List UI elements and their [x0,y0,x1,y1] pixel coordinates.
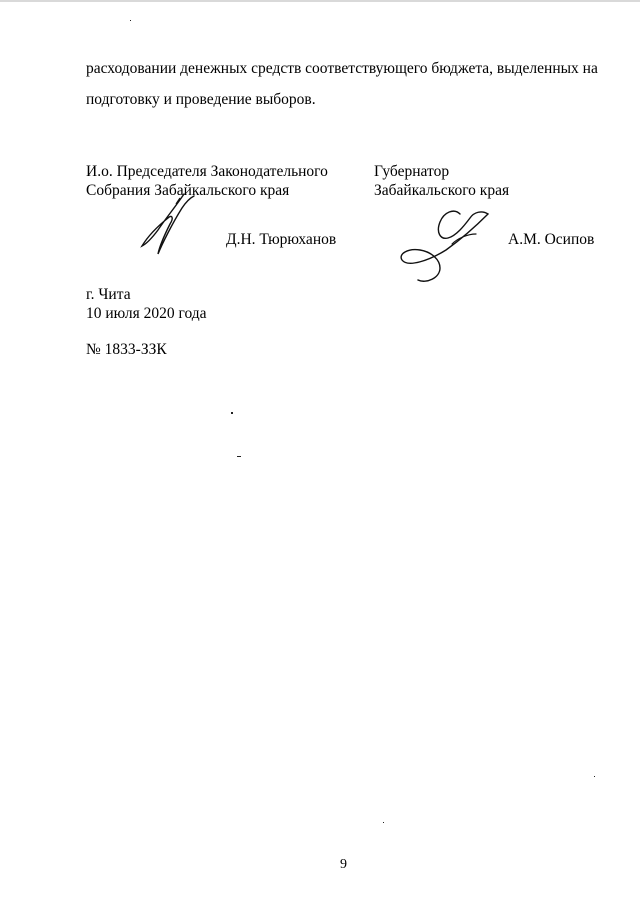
page-number: 9 [340,857,347,872]
right-signatory-name: А.М. Осипов [508,231,595,248]
right-signature-image [396,204,496,290]
scan-speck [231,412,233,414]
registration-number: № 1833-ЗЗК [86,341,167,358]
scan-speck [594,776,595,777]
signing-date: 10 июля 2020 года [86,305,207,322]
city: г. Чита [86,286,131,303]
scan-edge [0,0,640,2]
scan-speck [130,20,131,21]
body-text-line: расходовании денежных средств соответствующего бюджета, выделенных на [86,60,598,77]
left-signatory-title [86,162,328,200]
right-title-line: Забайкальского края [374,182,510,199]
scan-speck [237,456,241,457]
place-and-date [86,285,207,323]
right-signatory-title [374,162,509,200]
scan-speck [383,822,384,823]
left-signature-image [136,188,206,260]
left-signatory-name: Д.Н. Тюрюханов [226,231,337,248]
body-text-line: подготовку и проведение выборов. [86,91,316,108]
right-title-line: Губернатор [374,163,450,180]
left-title-line: Собрания Забайкальского края [86,182,290,199]
left-title-line: И.о. Председателя Законодательного [86,163,328,180]
